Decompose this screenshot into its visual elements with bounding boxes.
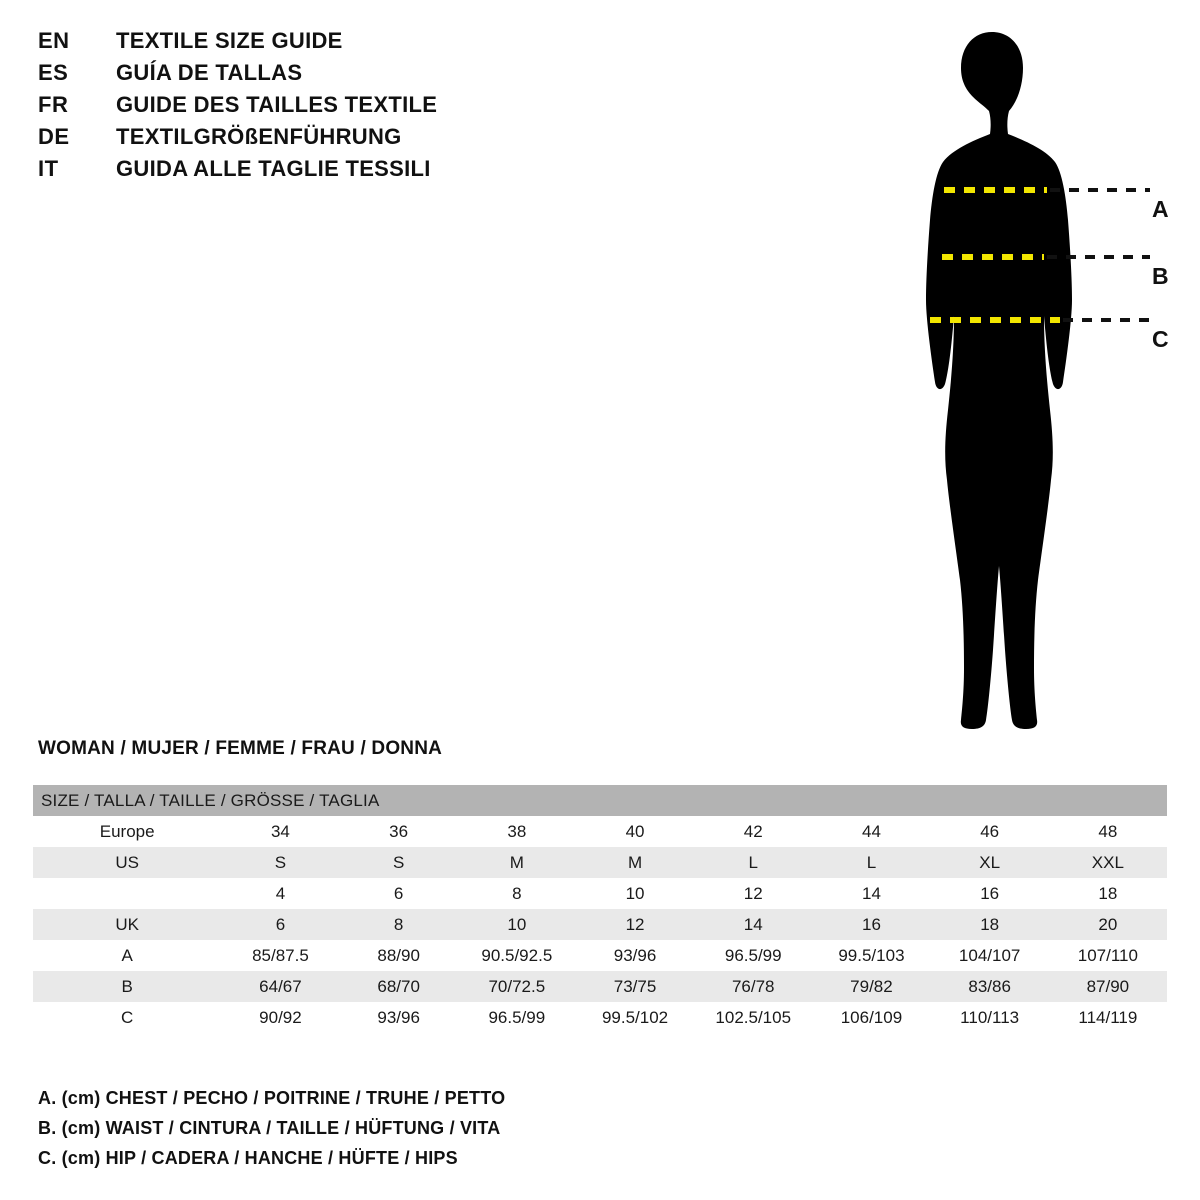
cell: 18: [1098, 883, 1118, 903]
section-heading-woman: WOMAN / MUJER / FEMME / FRAU / DONNA: [38, 738, 443, 759]
cell: 10: [625, 883, 645, 903]
title-lang-code: EN: [38, 28, 70, 53]
cell: 93/96: [377, 1007, 420, 1027]
cell: 16: [861, 914, 881, 934]
cell: 79/82: [850, 976, 893, 996]
row-label: B: [121, 976, 133, 996]
size-table: [33, 785, 1167, 1033]
female-body-figure: [850, 10, 1180, 750]
row-label: UK: [115, 914, 139, 934]
cell: 107/110: [1077, 945, 1138, 965]
cell: 12: [625, 914, 645, 934]
cell: 6: [393, 883, 404, 903]
title-lang-code: ES: [38, 60, 69, 85]
cell: 76/78: [731, 976, 775, 996]
cell: 83/86: [968, 976, 1011, 996]
table-row: [33, 909, 1167, 940]
row-label: C: [121, 1007, 134, 1027]
cell: S: [392, 852, 405, 872]
cell: XL: [979, 852, 1001, 872]
cell: XXL: [1091, 852, 1124, 872]
cell: M: [627, 852, 643, 872]
title-text: GUIDA ALLE TAGLIE TESSILI: [116, 156, 431, 181]
title-row: [38, 124, 598, 156]
cell: 110/113: [960, 1007, 1020, 1027]
cell: 87/90: [1086, 976, 1130, 996]
cell: 68/70: [377, 976, 420, 996]
cell: 16: [980, 883, 1000, 903]
cell: 20: [1098, 914, 1118, 934]
cell: L: [866, 852, 877, 872]
cell: 40: [625, 821, 645, 841]
table-header-row: [33, 785, 1167, 816]
cell: 93/96: [613, 945, 657, 965]
cell: 38: [507, 821, 527, 841]
title-text: GUIDE DES TAILLES TEXTILE: [116, 92, 438, 117]
cell: 73/75: [613, 976, 657, 996]
row-label: Europe: [99, 821, 155, 841]
cell: 12: [743, 883, 763, 903]
cell: M: [509, 852, 524, 872]
title-block: [38, 28, 598, 188]
measure-label-a: A: [1152, 196, 1169, 222]
cell: 34: [270, 821, 290, 841]
cell: 42: [743, 821, 763, 841]
row-label: A: [121, 945, 133, 965]
cell: 90/92: [259, 1007, 302, 1027]
cell: 99.5/102: [601, 1007, 669, 1027]
table-row: [33, 847, 1167, 878]
cell: 104/107: [958, 945, 1021, 965]
title-row: [38, 92, 598, 124]
cell: 14: [861, 883, 881, 903]
cell: S: [274, 852, 287, 872]
cell: L: [748, 852, 758, 872]
title-row: [38, 156, 598, 188]
cell: 90.5/92.5: [481, 945, 553, 965]
cell: 18: [980, 914, 1000, 934]
cell: 6: [275, 914, 286, 934]
cell: 8: [393, 914, 404, 934]
legend-line-hip: C. (cm) HIP / CADERA / HANCHE / HÜFTE / HIPS: [38, 1148, 458, 1168]
cell: 114/119: [1078, 1007, 1138, 1027]
title-row: [38, 28, 598, 60]
cell: 8: [512, 883, 522, 903]
cell: 85/87.5: [252, 945, 309, 965]
cell: 64/67: [259, 976, 302, 996]
cell: 96.5/99: [488, 1007, 546, 1027]
cell: 48: [1098, 821, 1118, 841]
cell: 102.5/105: [715, 1007, 792, 1027]
cell: 4: [275, 883, 286, 903]
cell: 14: [743, 914, 763, 934]
table-row: [33, 1002, 1167, 1033]
title-text: GUÍA DE TALLAS: [116, 60, 303, 85]
measure-label-b: B: [1152, 263, 1169, 289]
cell: 99.5/103: [838, 945, 905, 965]
measure-label-c: C: [1152, 326, 1169, 352]
title-row: [38, 60, 598, 92]
cell: 96.5/99: [724, 945, 782, 965]
cell: 106/109: [840, 1007, 903, 1027]
row-label: [33, 878, 221, 909]
table-row: [33, 940, 1167, 971]
cell: 46: [980, 821, 1000, 841]
row-label: US: [115, 852, 139, 872]
cell: 36: [389, 821, 409, 841]
cell: 88/90: [377, 945, 420, 965]
title-lang-code: FR: [38, 92, 69, 117]
title-lang-code: IT: [38, 156, 59, 181]
measurement-legend: [38, 1088, 738, 1178]
cell: 70/72.5: [488, 976, 546, 996]
female-silhouette-icon: [850, 10, 1180, 750]
cell: 44: [861, 821, 881, 841]
table-row: [33, 878, 1167, 909]
table-header-label: SIZE / TALLA / TAILLE / GRÖSSE / TAGLIA: [41, 790, 380, 810]
table-row: [33, 816, 1167, 847]
table-row: [33, 971, 1167, 1002]
legend-line-chest: A. (cm) CHEST / PECHO / POITRINE / TRUHE / PETTO: [38, 1088, 506, 1108]
title-lang-code: DE: [38, 124, 70, 149]
legend-line-waist: B. (cm) WAIST / CINTURA / TAILLE / HÜFTUNG / VITA: [38, 1118, 501, 1138]
title-text: TEXTILE SIZE GUIDE: [116, 28, 343, 53]
title-text: TEXTILGRÖßENFÜHRUNG: [116, 124, 402, 149]
cell: 10: [507, 914, 527, 934]
